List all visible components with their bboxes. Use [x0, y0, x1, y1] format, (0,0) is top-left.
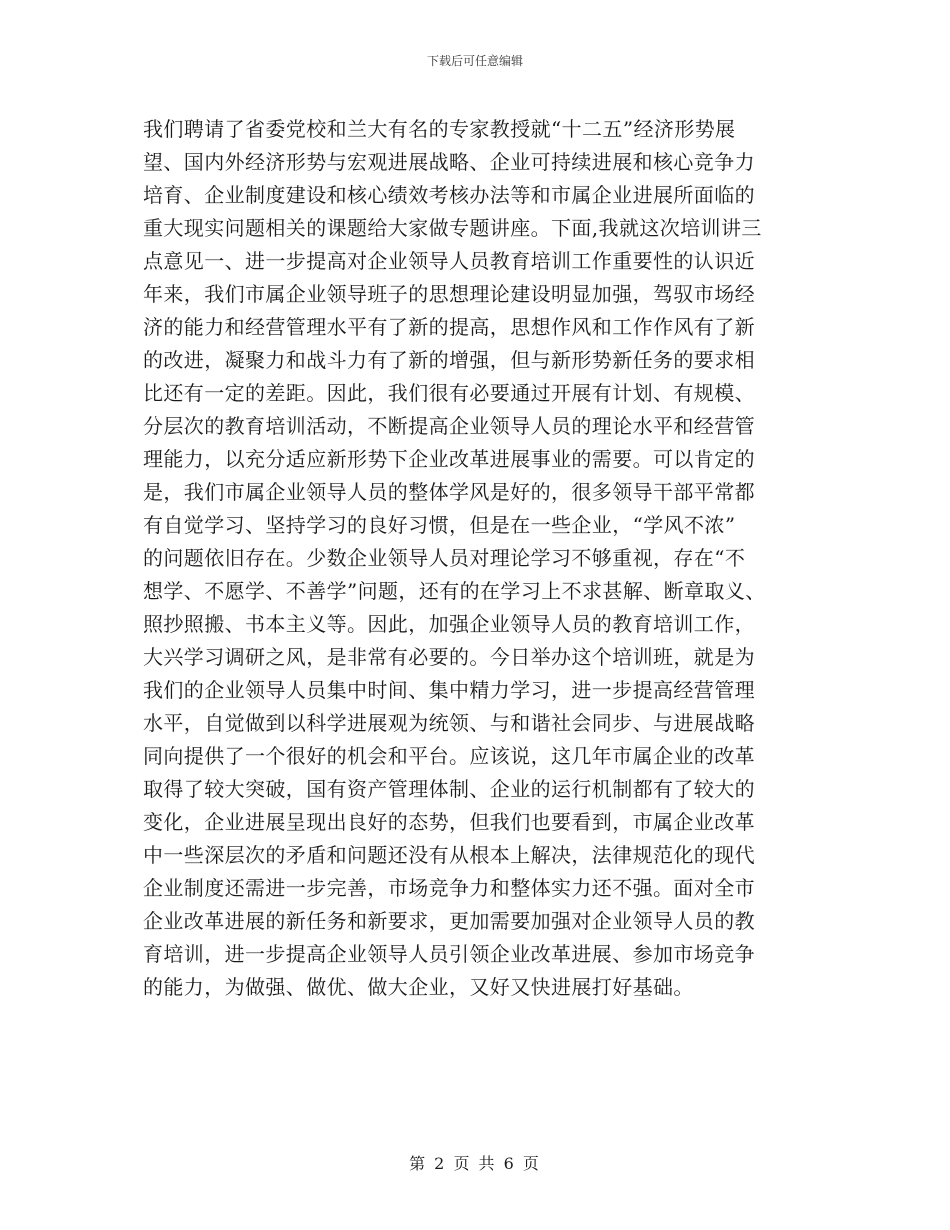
body-line: 企业制度还需进一步完善，市场竞争力和整体实力还不强。面对全市 — [143, 876, 755, 900]
body-line: 是，我们市属企业领导人员的整体学风是好的，很多领导干部平常都 — [143, 480, 755, 504]
body-line: 培育、企业制度建设和核心绩效考核办法等和市属企业进展所面临的 — [143, 183, 755, 207]
body-line: 想学、不愿学、不善学”问题，还有的在学习上不求甚解、断章取义、 — [143, 579, 766, 603]
body-line: 点意见一、进一步提高对企业领导人员教育培训工作重要性的认识近 — [143, 249, 755, 273]
body-line: 我们聘请了省委党校和兰大有名的专家教授就“十二五”经济形势展 — [143, 117, 736, 141]
body-line: 的能力，为做强、做优、做大企业，又好又快进展打好基础。 — [143, 975, 694, 999]
body-line: 企业改革进展的新任务和新要求，更加需要加强对企业领导人员的教 — [143, 909, 755, 933]
body-line: 大兴学习调研之风，是非常有必要的。今日举办这个培训班，就是为 — [143, 645, 755, 669]
document-body — [143, 113, 823, 1004]
body-line: 比还有一定的差距。因此，我们很有必要通过开展有计划、有规模、 — [143, 381, 755, 405]
body-line: 望、国内外经济形势与宏观进展战略、企业可持续进展和核心竞争力 — [143, 150, 755, 174]
page-header: 下载后可任意编辑 — [426, 54, 523, 68]
body-line: 育培训，进一步提高企业领导人员引领企业改革进展、参加市场竞争 — [143, 942, 755, 966]
body-line: 照抄照搬、书本主义等。因此，加强企业领导人员的教育培训工作， — [143, 612, 755, 636]
body-line: 重大现实问题相关的课题给大家做专题讲座。下面,我就这次培训讲三 — [143, 216, 762, 240]
body-line: 有自觉学习、坚持学习的良好习惯，但是在一些企业，“学风不浓” — [143, 513, 736, 537]
body-line: 的改进，凝聚力和战斗力有了新的增强，但与新形势新任务的要求相 — [143, 348, 755, 372]
body-line: 分层次的教育培训活动，不断提高企业领导人员的理论水平和经营管 — [143, 414, 755, 438]
body-line: 年来，我们市属企业领导班子的思想理论建设明显加强，驾驭市场经 — [143, 282, 755, 306]
body-line: 水平，自觉做到以科学进展观为统领、与和谐社会同步、与进展战略 — [143, 711, 755, 735]
body-line: 理能力，以充分适应新形势下企业改革进展事业的需要。可以肯定的 — [143, 447, 755, 471]
body-line: 中一些深层次的矛盾和问题还没有从根本上解决，法律规范化的现代 — [143, 843, 755, 867]
body-line: 济的能力和经营管理水平有了新的提高，思想作风和工作作风有了新 — [143, 315, 755, 339]
body-line: 变化，企业进展呈现出良好的态势，但我们也要看到，市属企业改革 — [143, 810, 755, 834]
page-number: 第 2 页 共 6 页 — [409, 1154, 541, 1173]
body-line: 取得了较大突破，国有资产管理体制、企业的运行机制都有了较大的 — [143, 777, 755, 801]
body-line: 我们的企业领导人员集中时间、集中精力学习，进一步提高经营管理 — [143, 678, 755, 702]
body-line: 的问题依旧存在。少数企业领导人员对理论学习不够重视，存在“不 — [143, 546, 746, 570]
body-line: 同向提供了一个很好的机会和平台。应该说，这几年市属企业的改革 — [143, 744, 755, 768]
